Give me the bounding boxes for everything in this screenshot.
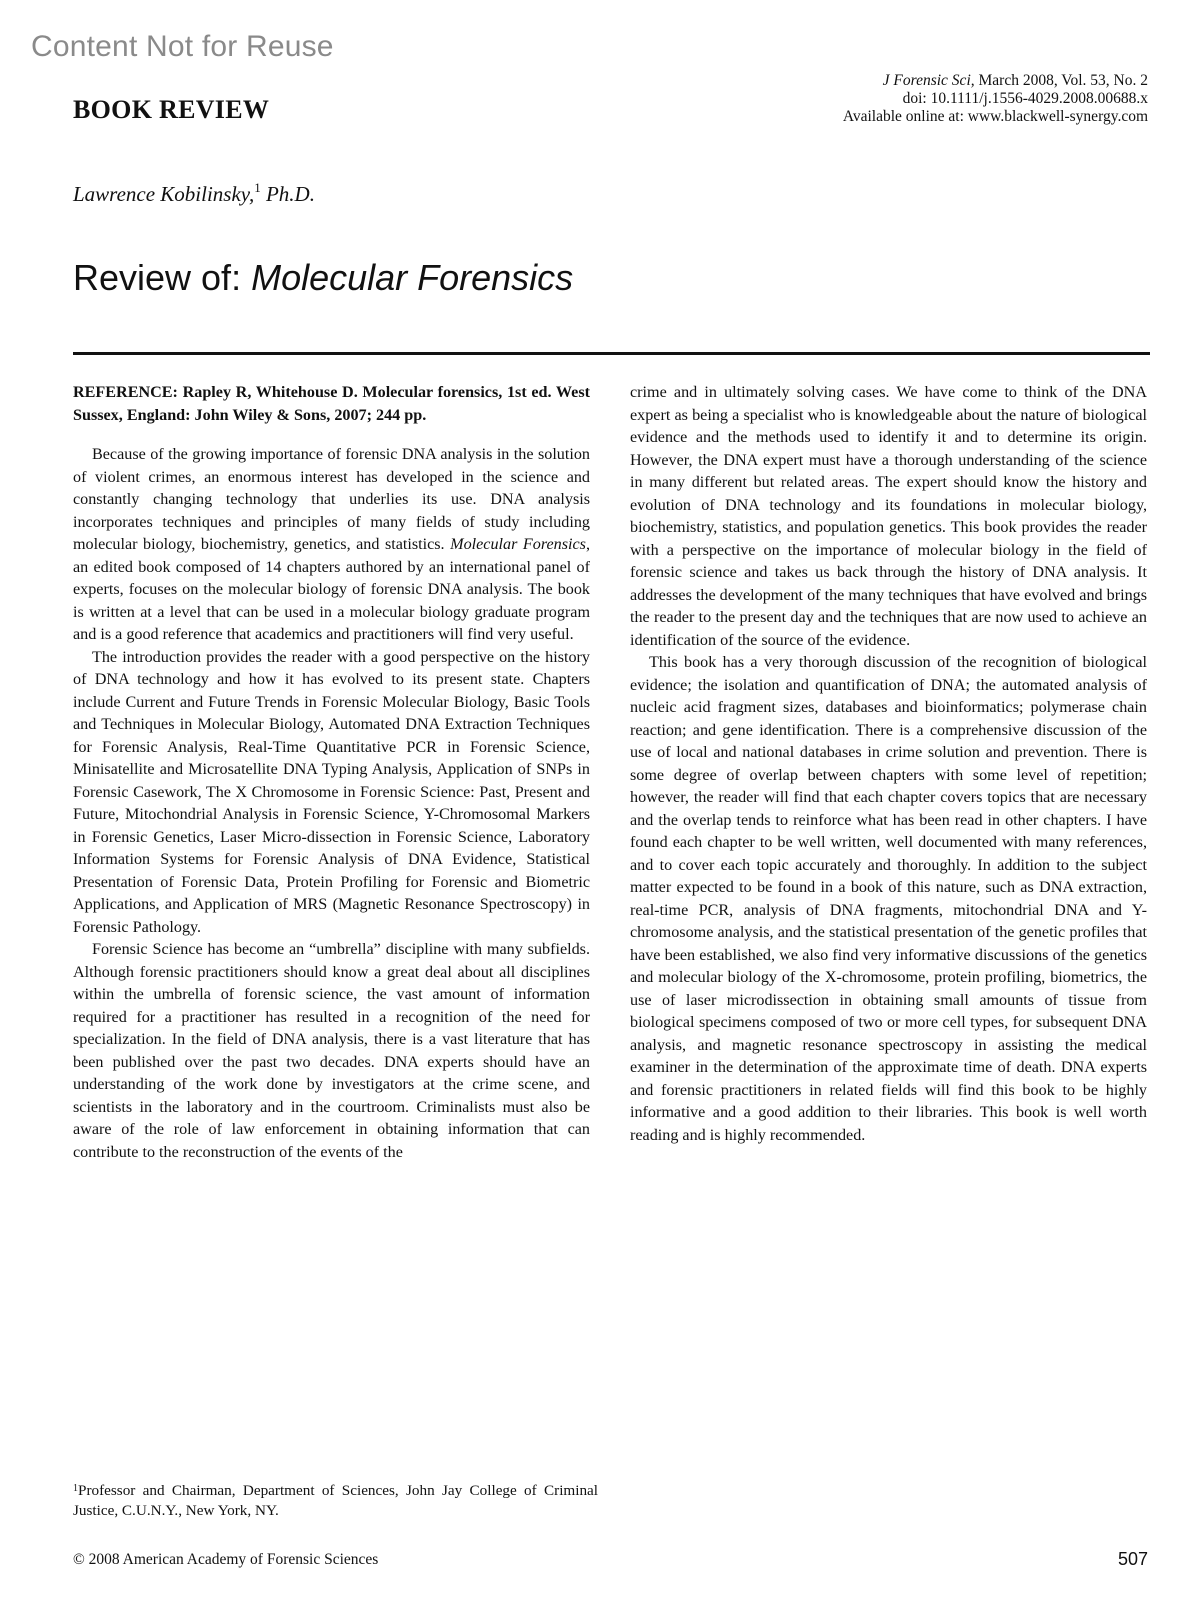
footnote-mark: 1 (73, 1483, 78, 1494)
paragraph-4: This book has a very thorough discussion of the recognition of biological evidence; the isolation and quantification of DNA; the automated analysis of nucleic acid fragment sizes, databases and bioinformatics; polymerase chain reaction; and gene identification. There is a comprehensive discussion of the use of local and national databases in crime solution and prevention. There is some degree of overlap between chapters with some level of repetition; however, the reader will find that each chapter covers topics that are necessary and the overlap tends to reinforce what has been read in other chapters. I have found each chapter to be well written, well documented with many references, and to cover each topic accurately and thoroughly. In addition to the subject matter expected to be found in a book of this nature, such as DNA extraction, real-time PCR, analysis of DNA fragments, mitochondrial DNA and Y-chromosome analysis, and the statistical presentation of the genetic profiles that have been established, we also find very informative discussions of the genetics and molecular biology of the X-chromosome, protein profiling, biometrics, the use of laser microdissection in obtaining small amounts of tissue from biological specimens composed of two or more cell types, for subsequent DNA analysis, and magnetic resonance spectroscopy in assisting the medical examiner in the determination of the approximate time of death. DNA experts and forensic practitioners in related fields will find this book to be highly informative and a good addition to their libraries. This book is well worth reading and is highly recommended. (630, 654, 1147, 1144)
right-column (630, 382, 1147, 1147)
watermark: Content Not for Reuse (31, 30, 334, 63)
left-column (73, 382, 590, 1164)
page-number: 507 (1117, 1549, 1148, 1569)
footnote (73, 1481, 598, 1521)
title-prefix: Review of: (73, 257, 252, 298)
journal-doi: doi: 10.1111/j.1556-4029.2008.00688.x (902, 90, 1148, 107)
author-name: Lawrence Kobilinsky, (73, 182, 255, 206)
footnote-text: Professor and Chairman, Department of Sciences, John Jay College of Criminal Justice, C.U.N.Y., New York, NY. (73, 1482, 598, 1519)
page-title (73, 257, 573, 299)
journal-issue-line (843, 72, 1148, 90)
author-degree: Ph.D. (260, 182, 315, 206)
journal-citation (843, 72, 1148, 126)
journal-issue: March 2008, Vol. 53, No. 2 (974, 72, 1148, 89)
paragraph-1-part-b: , an edited book composed of 14 chapters authored by an international panel of experts, focuses on the molecular biology of forensic DNA analysis. The book is written at a level that can be used in a molecular biology graduate program and is a good reference that academics and practitioners will find very useful. (73, 536, 590, 643)
author-line (73, 182, 315, 207)
title-divider (73, 352, 1150, 355)
paragraph-1-book-title: Molecular Forensics (450, 536, 586, 553)
paragraph-1 (73, 444, 590, 647)
paragraph-2: The introduction provides the reader with a good perspective on the history of DNA technology and how it has evolved to its present state. Chapters include Current and Future Trends in Forensic Molecular Biology, Basic Tools and Techniques in Molecular Biology, Automated DNA Extraction Techniques for Forensic Analysis, Real-Time Quantitative PCR in Forensic Science, Minisatellite and Microsatellite DNA Typing Analysis, Application of SNPs in Forensic Casework, The X Chromosome in Forensic Science: Past, Present and Future, Mitochondrial Analysis in Forensic Science, Y-Chromosomal Markers in Forensic Genetics, Laser Micro-dissection in Forensic Science, Laboratory Information Systems for Forensic Analysis of DNA Evidence, Statistical Presentation of Forensic Data, Protein Profiling for Forensic and Biometric Applications, and Application of MRS (Magnetic Resonance Spectroscopy) in Forensic Pathology. (73, 648, 590, 936)
author-footnote-mark: 1 (254, 180, 261, 195)
title-book: Molecular Forensics (251, 257, 574, 298)
paragraph-1-part-a: Because of the growing importance of forensic DNA analysis in the solution of violent crimes, an enormous interest has developed in the science and constantly changing technology that underlies its use. DNA analysis incorporates techniques and principles of many fields of study including molecular biology, biochemistry, genetics, and statistics. (73, 446, 590, 553)
paragraph-3: Forensic Science has become an “umbrella” discipline with many subfields. Although forensic practitioners should know a great deal about all disciplines within the umbrella of forensic science, the vast amount of information required for a practitioner has resulted in a recognition of the need for specialization. In the field of DNA analysis, there is a vast literature that has been published over the past two decades. DNA experts should have an understanding of the work done by investigators at the crime scene, and scientists in the laboratory and in the courtroom. Criminalists must also be aware of the role of law enforcement in obtaining information that can contribute to the reconstruction of the events of the (73, 941, 590, 1161)
copyright: © 2008 American Academy of Forensic Sciences (73, 1551, 379, 1568)
section-label: BOOK REVIEW (73, 95, 270, 124)
journal-name: J Forensic Sci, (882, 72, 975, 89)
book-reference: REFERENCE: Rapley R, Whitehouse D. Molecular forensics, 1st ed. West Sussex, England: John Wiley & Sons, 2007; 244 pp. (73, 384, 590, 424)
paragraph-3-continued: crime and in ultimately solving cases. We have come to think of the DNA expert as being a specialist who is knowledgeable about the nature of biological evidence and the methods used to identify it and to determine its origin. However, the DNA expert must have a thorough understanding of the science in many different but related areas. The expert should know the history and evolution of DNA technology and its foundations in molecular biology, biochemistry, statistics, and population genetics. This book provides the reader with a perspective on the importance of molecular biology in the field of forensic science and takes us back through the history of DNA analysis. It addresses the development of the many techniques that have evolved and brings the reader to the present day and the techniques that are now used to achieve an identification of the source of the evidence. (630, 384, 1147, 649)
journal-available-online: Available online at: www.blackwell-synergy.com (842, 108, 1148, 125)
